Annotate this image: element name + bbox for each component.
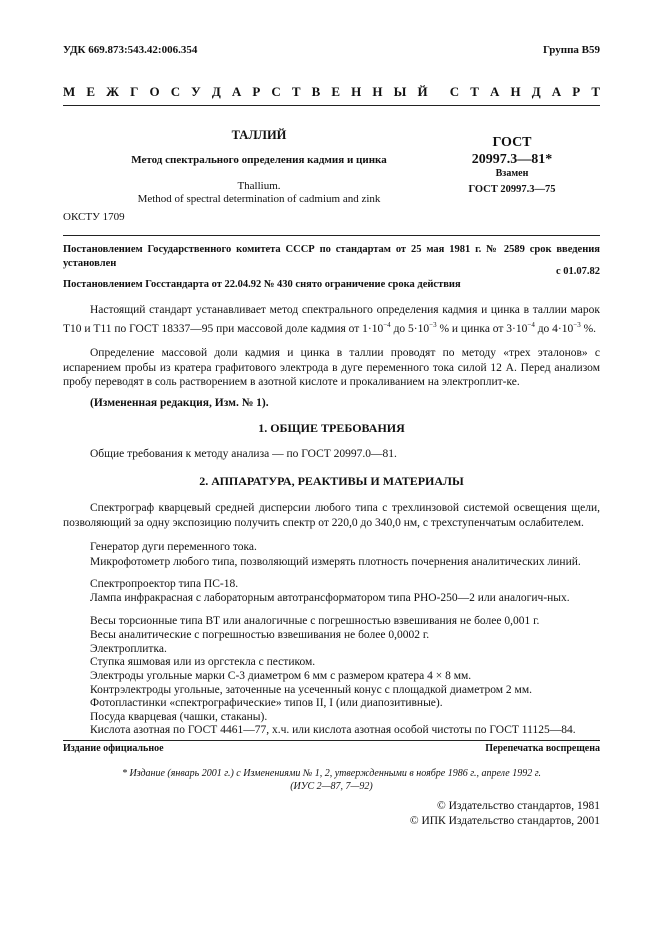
section-2-item: Спектропроектор типа ПС-18. (90, 578, 239, 590)
section-2-item: Фотопластинки «спектрографические» типов II, I (или диапозитивные). (90, 697, 443, 709)
title-rule (63, 235, 600, 236)
udk-code: УДК 669.873:543.42:006.354 (63, 44, 198, 56)
section-2-paragraph-3: Лампа инфракрасная с лабораторным автотрансформатором типа РНО-250—2 или аналогич-ных. (90, 592, 570, 604)
gost-designation (452, 134, 572, 168)
intro-paragraph-1: Настоящий стандарт устанавливает метод спектрального определения кадмия и цинка в таллии марок Т10 и Т11 по ГОСТ 18337—95 при массовой доле кадмия от $1\cdot 10^{-4}$ до $5\cdot 10^{-3}$ % и цинка от $3\cdot 10^{-4}$ до $4\cdot 10^{-3}$ %. (63, 304, 600, 335)
section-2-item: Контрэлектроды угольные, заточенные на усеченный конус с площадкой диаметром 2 мм. (90, 684, 532, 696)
section-2-item: Кислота азотная по ГОСТ 4461—77, х.ч. или кислота азотная особой чистоты по ГОСТ 11125—84. (90, 724, 576, 736)
official-edition-label: Издание официальное (63, 743, 164, 754)
section-1-heading: 1. ОБЩИЕ ТРЕБОВАНИЯ (258, 421, 405, 435)
section-2-item: Электроды угольные марки С-3 диаметром 6 мм с размером кратера 4 × 8 мм. (90, 670, 472, 682)
section-2-item: Весы аналитические с погрешностью взвешивания не более 0,0002 г. (90, 629, 430, 641)
section-1-text: Общие требования к методу анализа — по ГОСТ 20997.0—81. (90, 448, 397, 460)
english-subtitle: Method of spectral determination of cadmium and zink (137, 193, 381, 205)
copyright-1981: © Издательство стандартов, 1981 (436, 800, 600, 812)
section-2-item: Генератор дуги переменного тока. (90, 541, 257, 553)
section-2-paragraph-2: Микрофотометр любого типа, позволяющий измерять плотность почернения аналитических линий. (90, 556, 581, 568)
header-rule (63, 105, 600, 106)
standard-subtitle: Метод спектрального определения кадмия и цинка (131, 154, 387, 166)
reprint-prohibited-label: Перепечатка воспрещена (485, 743, 600, 754)
section-2-heading: 2. АППАРАТУРА, РЕАКТИВЫ И МАТЕРИАЛЫ (199, 474, 464, 488)
copyright-2001: © ИПК Издательство стандартов, 2001 (409, 815, 600, 827)
decree-1: Постановлением Государственного комитета СССР по стандартам от 25 мая 1981 г. № 2589 срок введения установлен (63, 244, 600, 269)
intro-paragraph-2: Определение массовой доли кадмия и цинка в таллии проводят по методу «трех эталонов» с испарением пробы из кратера графитового электрода в дуге переменного тока силой 12 А. Перед анализом пробу переводят в соль растворением в азотной кислоте и прокаливанием на электроплит-ке. (63, 347, 600, 388)
oksty-code: ОКСТУ 1709 (63, 211, 125, 223)
gost-number: 20997.3—81* (471, 152, 553, 167)
english-title: Thallium. (237, 180, 281, 192)
interstate-standard-banner: М Е Ж Г О С У Д А Р С Т В Е Н Н Ы Й С Т А Н Д А Р Т (63, 84, 600, 99)
section-2-paragraph-1: Спектрограф кварцевый средней дисперсии любого типа с трехлинзовой системой освещения щели, позволяющий за одну экспозицию получить спектр от 220,0 до 340,0 нм, с трехступенчатым ослабителем. (63, 502, 600, 529)
footer-rule (63, 740, 600, 741)
group-code: Группа В59 (542, 44, 600, 56)
edition-footnote: * Издание (январь 2001 г.) с Изменениями № 1, 2, утвержденными в ноябре 1986 г., апреле 1992 г. (ИУС 2—87, 7—92) (121, 768, 541, 792)
section-2-item: Посуда кварцевая (чашки, стаканы). (90, 711, 268, 723)
standard-title: ТАЛЛИЙ (231, 128, 287, 142)
replaced-gost: ГОСТ 20997.3—75 (468, 184, 556, 195)
edit-note: (Измененная редакция, Изм. № 1). (90, 397, 269, 409)
section-2-item: Электроплитка. (90, 643, 167, 655)
section-2-item: Ступка яшмовая или из оргстекла с пестиком. (90, 656, 316, 668)
decree-1-date: с 01.07.82 (555, 266, 600, 277)
section-2-item: Весы торсионные типа ВТ или аналогичные с погрешностью взвешивания не более 0,001 г. (90, 615, 540, 627)
decree-2: Постановлением Госстандарта от 22.04.92 № 430 снято ограничение срока действия (63, 279, 461, 290)
replaced-label: Взамен (495, 168, 529, 179)
gost-label: ГОСТ (492, 135, 532, 150)
